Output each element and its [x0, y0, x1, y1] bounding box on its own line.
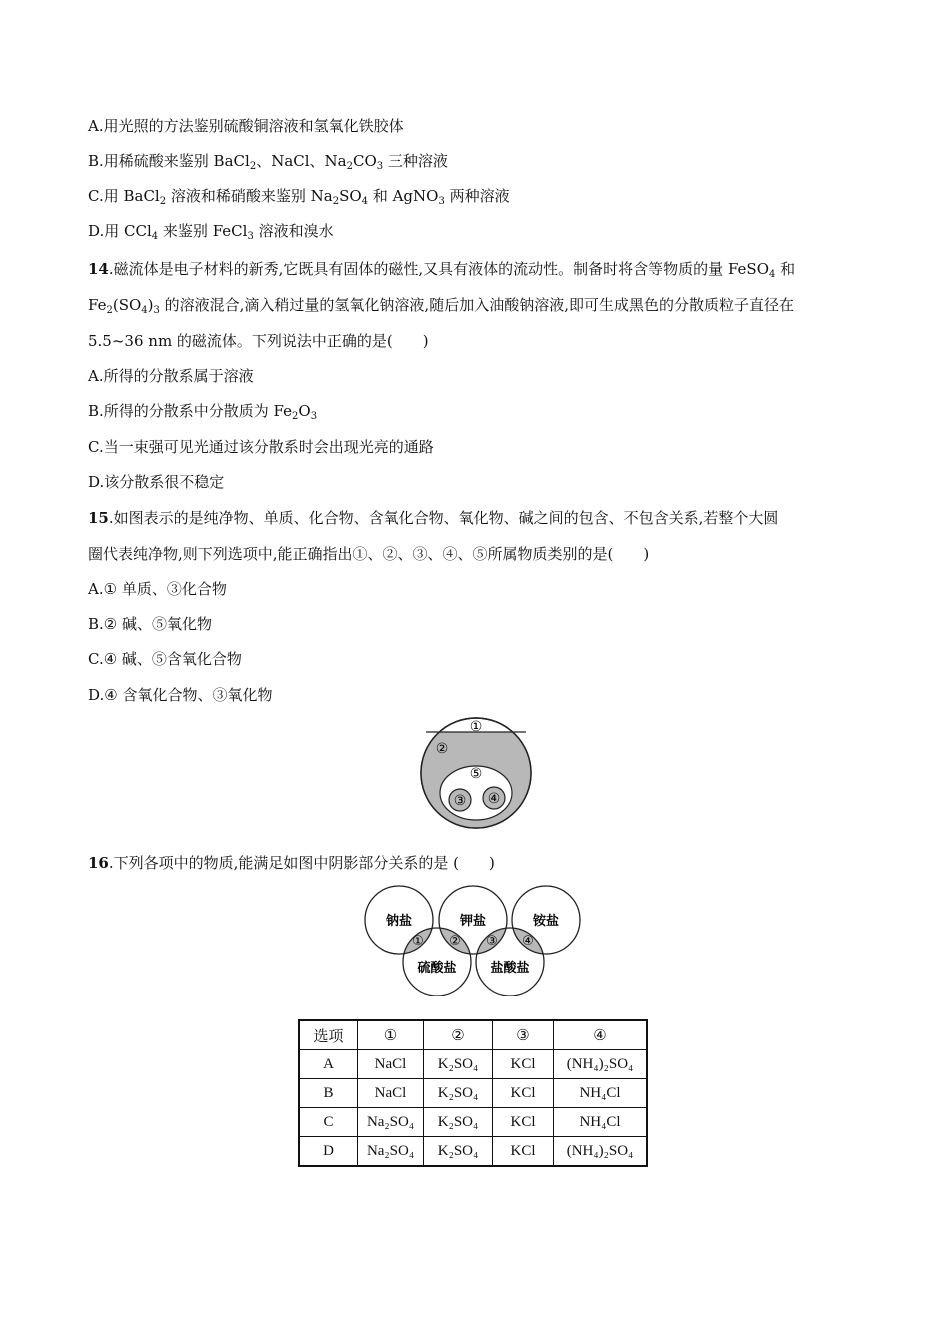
mark-1: ①	[412, 934, 424, 949]
table-row	[299, 1079, 647, 1108]
q15-classification-diagram	[418, 715, 534, 831]
table-cell: Na₂SO₄	[358, 1137, 424, 1167]
mark-3: ③	[486, 934, 498, 949]
q16-stem: 16.下列各项中的物质,能满足如图中阴影部分关系的是 ( )	[88, 854, 495, 872]
table-cell: Na₂SO₄	[358, 1108, 424, 1137]
table-cell: K₂SO₄	[424, 1108, 493, 1137]
table-cell: KCl	[493, 1137, 554, 1167]
q14-stem-line3: 5.5~36 nm 的磁流体。下列说法中正确的是( )	[88, 332, 429, 350]
label-3: ③	[453, 793, 467, 809]
header-cell: ④	[554, 1020, 648, 1050]
table-cell: NaCl	[358, 1050, 424, 1079]
table-cell: B	[299, 1079, 358, 1108]
table-cell: KCl	[493, 1108, 554, 1137]
q16-venn-diagram	[362, 882, 588, 996]
table-cell: K₂SO₄	[424, 1079, 493, 1108]
table-cell: C	[299, 1108, 358, 1137]
q14-option-c: C.当一束强可见光通过该分散系时会出现光亮的通路	[88, 438, 434, 456]
table-header-row	[299, 1020, 647, 1050]
q13-option-b: B.用稀硫酸来鉴别 BaCl$_2$、NaCl、$Na_2CO_3$ 三种溶液	[88, 152, 448, 172]
q15-stem-line1: 15.如图表示的是纯净物、单质、化合物、含氧化合物、氧化物、碱之间的包含、不包含关系,若整个大圆	[88, 509, 779, 527]
header-cell: ③	[493, 1020, 554, 1050]
mark-4: ④	[522, 934, 534, 949]
header-cell: ②	[424, 1020, 493, 1050]
q15-option-d: D.④ 含氧化合物、③氧化物	[88, 686, 273, 704]
header-cell: ①	[358, 1020, 424, 1050]
q15-option-a: A.① 单质、③化合物	[88, 580, 227, 598]
table-row	[299, 1108, 647, 1137]
table-cell: (NH₄)₂SO₄	[554, 1137, 648, 1167]
table-cell: KCl	[493, 1050, 554, 1079]
table-row	[299, 1050, 647, 1079]
table-cell: NH₄Cl	[554, 1079, 648, 1108]
table-cell: A	[299, 1050, 358, 1079]
table-cell: (NH₄)₂SO₄	[554, 1050, 648, 1079]
label-2: ②	[435, 741, 449, 757]
label-1: ①	[469, 719, 483, 735]
q15-option-b: B.② 碱、⑤氧化物	[88, 615, 213, 633]
q13-option-c: C.用 BaCl$_2$ 溶液和稀硝酸来鉴别 $Na_2SO_4$ 和 AgNO$_3$ 两种溶液	[88, 187, 510, 207]
label-5: ⑤	[469, 766, 483, 782]
q14-option-d: D.该分散系很不稳定	[88, 473, 225, 491]
q15-stem-line2: 圈代表纯净物,则下列选项中,能正确指出①、②、③、④、⑤所属物质类别的是( )	[88, 545, 650, 563]
q13-option-a: A.用光照的方法鉴别硫酸铜溶液和氢氧化铁胶体	[88, 117, 404, 135]
q13-option-d: D.用 CCl$_4$ 来鉴别 FeCl$_3$ 溶液和溴水	[88, 222, 334, 242]
label-potassium-salt: 钾盐	[459, 914, 487, 929]
label-chloride: 盐酸盐	[490, 961, 530, 976]
table-cell: D	[299, 1137, 358, 1167]
q15-option-c: C.④ 碱、⑤含氧化合物	[88, 650, 242, 668]
label-sodium-salt: 钠盐	[385, 914, 413, 929]
q16-options-table	[298, 1019, 648, 1167]
table-cell: K₂SO₄	[424, 1050, 493, 1079]
table-cell: K₂SO₄	[424, 1137, 493, 1167]
q14-stem-line2: $Fe_2(SO_4)_3$ 的溶液混合,滴入稍过量的氢氧化钠溶液,随后加入油酸钠溶液,即可生成黑色的分散质粒子直径在	[88, 296, 794, 316]
label-sulfate: 硫酸盐	[417, 961, 457, 976]
table-cell: NaCl	[358, 1079, 424, 1108]
mark-2: ②	[449, 934, 461, 949]
label-ammonium-salt: 铵盐	[532, 914, 560, 929]
q14-stem-line1: 14.磁流体是电子材料的新秀,它既具有固体的磁性,又具有液体的流动性。制备时将含等物质的量 FeSO$_4$ 和	[88, 260, 796, 280]
header-cell: 选项	[299, 1020, 358, 1050]
table-cell: KCl	[493, 1079, 554, 1108]
q14-option-a: A.所得的分散系属于溶液	[88, 367, 254, 385]
label-4: ④	[487, 791, 501, 807]
table-row	[299, 1137, 647, 1167]
table-cell: NH₄Cl	[554, 1108, 648, 1137]
q14-option-b: B.所得的分散系中分散质为 $Fe_2O_3$	[88, 402, 318, 422]
